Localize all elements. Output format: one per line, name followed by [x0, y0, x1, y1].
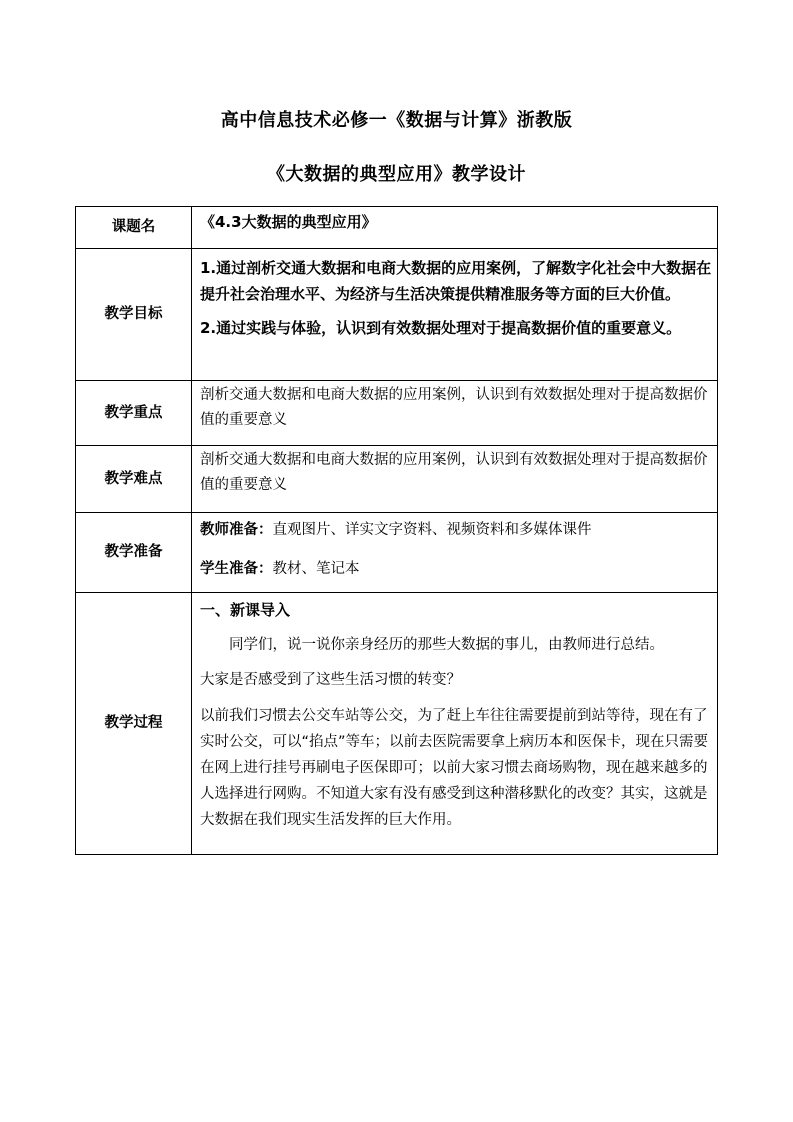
- teacher-preparation-label: 教师准备：: [200, 522, 273, 538]
- key-points-cell: [192, 381, 718, 446]
- objectives-cell: [192, 249, 718, 381]
- key-points-value: 剖析交通大数据和电商大数据的应用案例，认识到有效数据处理对于提高数据价值的重要意义: [200, 387, 708, 428]
- document-title-line-2: 《大数据的典型应用》教学设计: [267, 164, 526, 185]
- process-paragraph-3: 以前我们习惯去公交车站等公交，为了赶上车往往需要提前到站等待，现在有了实时公交，可以“掐点”等车；以前去医院需要拿上病历本和医保卡，现在只需要在网上进行挂号再刷电子医保即可；以前大家习惯去商场购物，现在越来越多的人选择进行网购。不知道大家有没有感受到这种潜移默化的改变？其实，这就是大数据在我们现实生活发挥的巨大作用。: [200, 708, 709, 828]
- preparation-label: 教学准备: [76, 513, 192, 593]
- row-objectives: [76, 249, 718, 381]
- process-paragraph-1: 同学们，说一说你亲身经历的那些大数据的事儿，由教师进行总结。: [229, 637, 664, 653]
- row-topic: [76, 207, 718, 249]
- difficulties-cell: [192, 446, 718, 513]
- process-section-title: 一、新课导入: [200, 601, 291, 619]
- row-key-points: [76, 381, 718, 446]
- student-preparation-value: 教材、笔记本: [272, 561, 360, 577]
- topic-label: 课题名: [76, 207, 192, 249]
- student-preparation-label: 学生准备：: [200, 561, 273, 577]
- process-paragraph-2: 大家是否感受到了这些生活习惯的转变？: [200, 672, 461, 688]
- teacher-preparation-value: 直观图片、详实文字资料、视频资料和多媒体课件: [272, 522, 592, 538]
- objective-item-1: 1.通过剖析交通大数据和电商大数据的应用案例，了解数字化社会中大数据在提升社会治理水平、为经济与生活决策提供精准服务等方面的巨大价值。: [200, 259, 712, 303]
- row-process: [76, 593, 718, 855]
- preparation-cell: [192, 513, 718, 593]
- row-difficulties: [76, 446, 718, 513]
- student-preparation: [200, 557, 712, 582]
- difficulties-label: 教学难点: [76, 446, 192, 513]
- difficulties-value: 剖析交通大数据和电商大数据的应用案例，认识到有效数据处理对于提高数据价值的重要意义: [200, 452, 708, 493]
- process-cell: [192, 593, 718, 855]
- document-title-line-1: 高中信息技术必修一《数据与计算》浙教版: [220, 110, 573, 131]
- objective-item-2: 2.通过实践与体验，认识到有效数据处理对于提高数据价值的重要意义。: [200, 319, 682, 337]
- topic-cell: [192, 207, 718, 249]
- topic-value: 《4.3大数据的典型应用》: [200, 213, 377, 231]
- row-preparation: [76, 513, 718, 593]
- teacher-preparation: [200, 518, 712, 543]
- process-label: 教学过程: [76, 593, 192, 855]
- lesson-plan-table: [75, 206, 718, 855]
- key-points-label: 教学重点: [76, 381, 192, 446]
- objectives-label: 教学目标: [76, 249, 192, 381]
